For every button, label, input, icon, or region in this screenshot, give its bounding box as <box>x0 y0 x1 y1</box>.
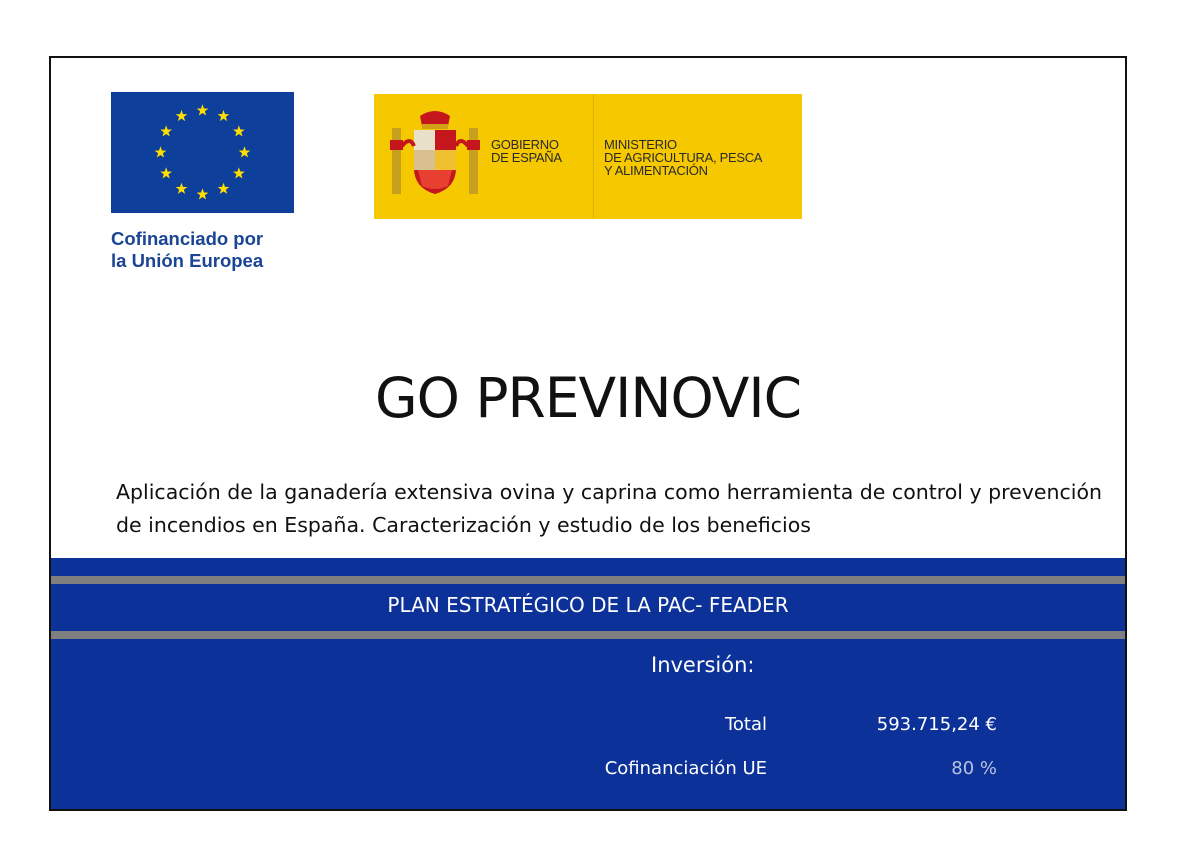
eu-star-icon <box>176 110 188 121</box>
eu-caption-line2: la Unión Europea <box>111 250 264 271</box>
project-title: GO PREVINOVIC <box>374 366 802 430</box>
total-label: Total <box>724 714 767 735</box>
eu-star-icon <box>239 146 251 157</box>
eu-caption-line1: Cofinanciado por <box>111 228 264 249</box>
cofinancing-label: Cofinanciación UE <box>604 758 767 779</box>
eu-caption <box>111 228 263 272</box>
coat-of-arms-icon <box>390 106 480 206</box>
eu-star-icon <box>155 146 167 157</box>
eu-stars-icon <box>111 92 294 213</box>
eu-star-icon <box>218 183 230 194</box>
band-top-stripe <box>51 576 1125 584</box>
eu-star-icon <box>176 183 188 194</box>
eu-star-icon <box>233 125 245 136</box>
investment-heading: Inversión: <box>651 653 755 677</box>
gobierno-text: GOBIERNO DE ESPAÑA <box>491 137 562 165</box>
eu-star-icon <box>218 110 230 121</box>
eu-star-icon <box>197 104 209 115</box>
document-panel <box>49 56 1127 811</box>
gobierno-logo <box>374 94 802 219</box>
total-value: 593.715,24 € <box>876 714 997 735</box>
eu-star-icon <box>160 167 172 178</box>
band-bottom-stripe <box>51 631 1125 639</box>
plan-title: PLAN ESTRATÉGICO DE LA PAC- FEADER <box>387 593 789 617</box>
eu-star-icon <box>160 125 172 136</box>
eu-star-icon <box>233 167 245 178</box>
ministerio-text: MINISTERIO DE AGRICULTURA, PESCA Y ALIMENTACIÓN <box>604 137 763 178</box>
project-description: Aplicación de la ganadería extensiva ovina y caprina como herramienta de control y prevención de incendios en España. Caracterización y estudio de los beneficios <box>116 480 1102 537</box>
eu-flag-logo <box>111 92 294 213</box>
cofinancing-value: 80 % <box>951 758 997 779</box>
eu-star-icon <box>197 188 209 199</box>
gov-divider <box>593 94 594 219</box>
